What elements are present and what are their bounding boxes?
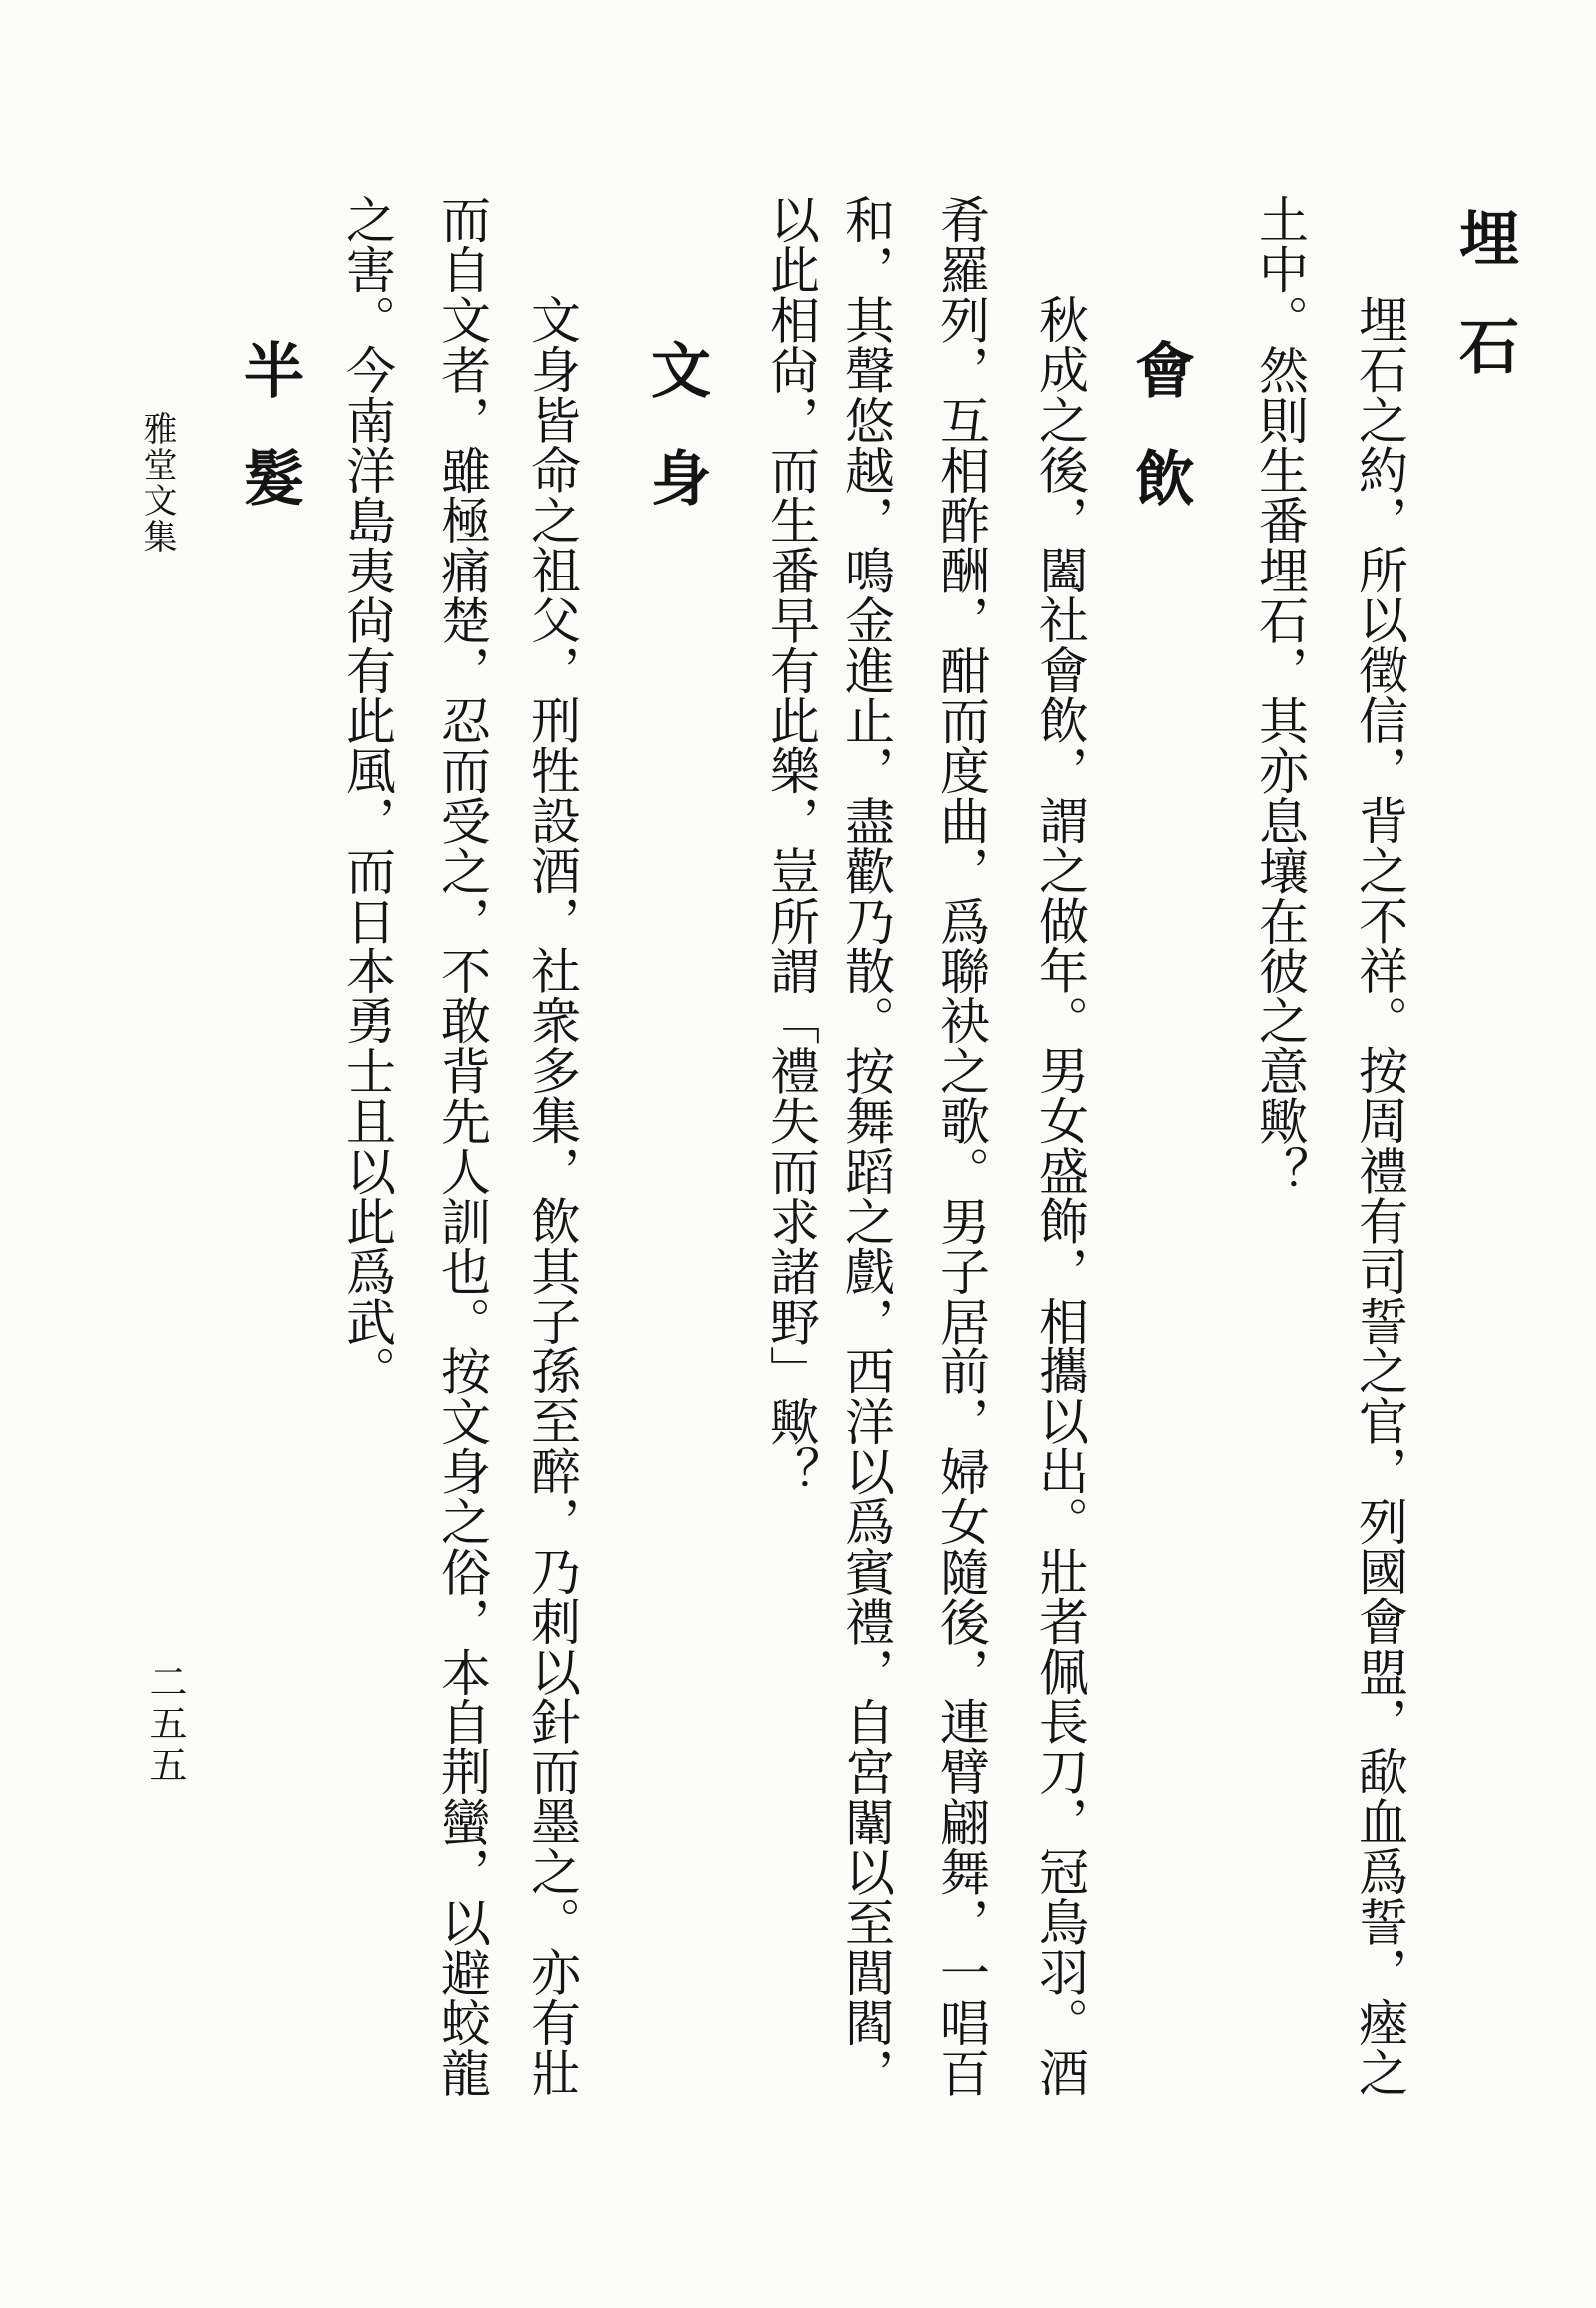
section-heading-wenshen: 文身 bbox=[641, 339, 711, 555]
text-column: 而自文者，雖極痛楚，忍而受之，不敢背先人訓也。按文身之俗，本自荆蠻，以避蛟龍 bbox=[433, 194, 491, 2098]
section-heading-banfa: 半髮 bbox=[234, 339, 304, 555]
text-column: 和，其聲悠越，鳴金進止，盡歡乃散。按舞蹈之戲，西洋以爲賓禮，自宮闈以至閭閻， bbox=[837, 194, 895, 2098]
text-column: 秋成之後，闔社會飲，謂之做年。男女盛飾，相攜以出。壯者佩長刀，冠鳥羽。酒 bbox=[1031, 294, 1089, 2098]
text-column: 之害。今南洋島夷尙有此風，而日本勇士且以此爲武。 bbox=[338, 194, 396, 1396]
text-column: 埋石之約，所以徵信，背之不祥。按周禮有司誓之官，列國會盟，歃血爲誓，瘞之 bbox=[1351, 294, 1408, 2098]
text-column: 文身皆命之祖父，刑牲設酒，社衆多集，飲其子孫至醉，乃刺以針而墨之。亦有壯 bbox=[523, 294, 581, 2098]
text-column: 以此相尙，而生番早有此樂，豈所謂「禮失而求諸野」歟？ bbox=[762, 194, 820, 1497]
page-number: 二五五 bbox=[143, 1662, 187, 1787]
section-heading-maishi: 埋石 bbox=[1449, 207, 1519, 423]
section-heading-huiyin: 會飲 bbox=[1125, 339, 1195, 555]
text-column: 土中。然則生番埋石，其亦息壤在彼之意歟？ bbox=[1251, 194, 1309, 1196]
running-head: 雅堂文集 bbox=[137, 411, 177, 555]
text-column: 肴羅列，互相酢酬，酣而度曲，爲聯袂之歌。男子居前，婦女隨後，連臂翩舞，一唱百 bbox=[932, 194, 990, 2098]
